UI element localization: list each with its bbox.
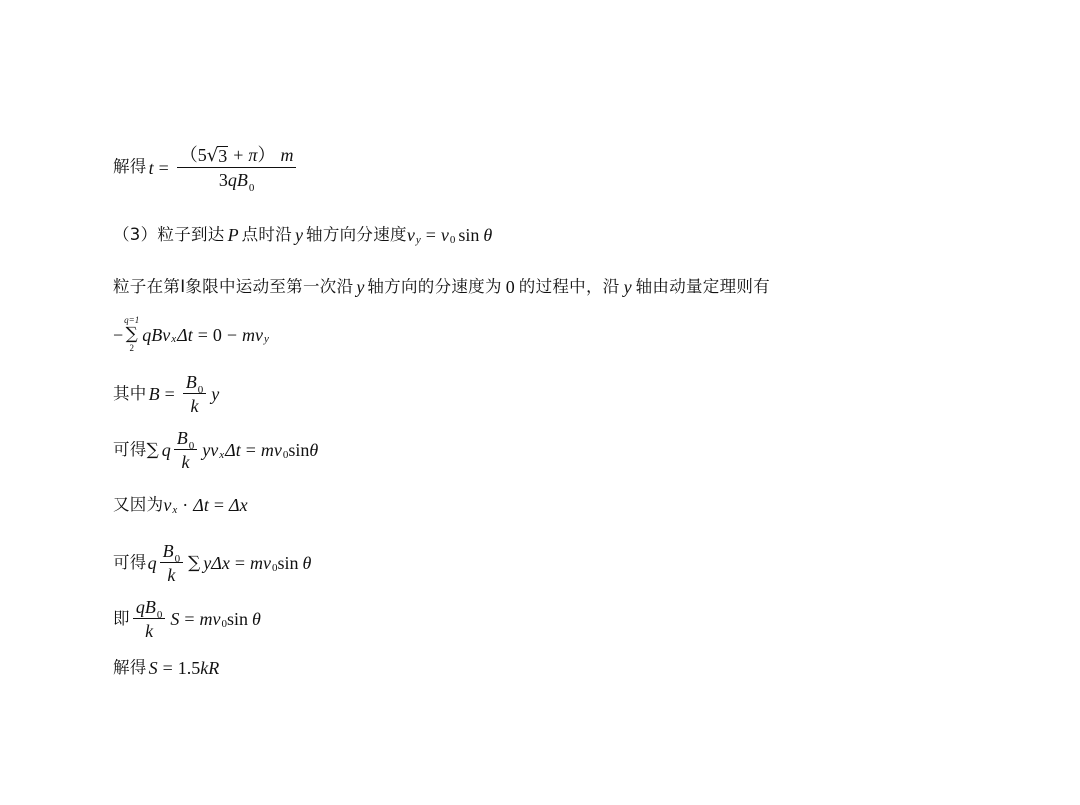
charge-field-fraction: q B 0 k bbox=[133, 598, 166, 640]
equation-field-definition: 其中 B = B 0 k y bbox=[113, 372, 220, 416]
time-fraction bbox=[177, 145, 297, 194]
sqrt-radical-icon: √ bbox=[206, 145, 219, 166]
equation-substituted-sum: 可得 ∑ q B 0 k y v x Δt = m v 0 sin θ bbox=[113, 428, 319, 472]
equation-final-result: 解得 S = 1.5 k R bbox=[113, 657, 220, 678]
sigma-icon: ∑ bbox=[125, 324, 138, 344]
equation-area-relation: 即 q B 0 k S = m v 0 sin θ bbox=[113, 597, 261, 641]
fraction-denominator: 3 q B 0 bbox=[218, 170, 255, 194]
equation-time-result bbox=[113, 145, 299, 194]
prefix-text: 解得 bbox=[113, 157, 147, 177]
equals-sign: = bbox=[158, 157, 169, 178]
equation-displacement: 又因为 v x · Δt = Δx bbox=[113, 494, 248, 516]
statement-momentum-theorem: 粒子在第I象限中运动至第一次沿 y 轴方向的分速度为 0 的过程中，沿 y 轴由动量定理则有 bbox=[113, 276, 770, 297]
fraction-numerator: （5 √ 3 + π ） m bbox=[177, 146, 297, 168]
equation-area-sum: 可得 q B 0 k ∑ y Δx = m v 0 sin θ bbox=[113, 541, 312, 585]
var-t: t bbox=[148, 157, 154, 178]
summation-symbol: q=1 ∑ 2 bbox=[124, 315, 140, 353]
field-fraction: B 0 k bbox=[160, 542, 184, 584]
sqrt-three: √ 3 bbox=[206, 145, 228, 166]
statement-velocity-y: （3）粒子到达 P 点时沿 y 轴方向分速度 v y = v 0 sin θ bbox=[113, 224, 493, 246]
equation-momentum-sum: − q=1 ∑ 2 q B v x Δt = 0 − m v y bbox=[113, 315, 269, 353]
sigma-icon: ∑ bbox=[146, 439, 159, 460]
sigma-icon: ∑ bbox=[188, 552, 201, 573]
field-fraction: B 0 k bbox=[174, 429, 198, 471]
field-fraction: B 0 k bbox=[183, 373, 207, 415]
